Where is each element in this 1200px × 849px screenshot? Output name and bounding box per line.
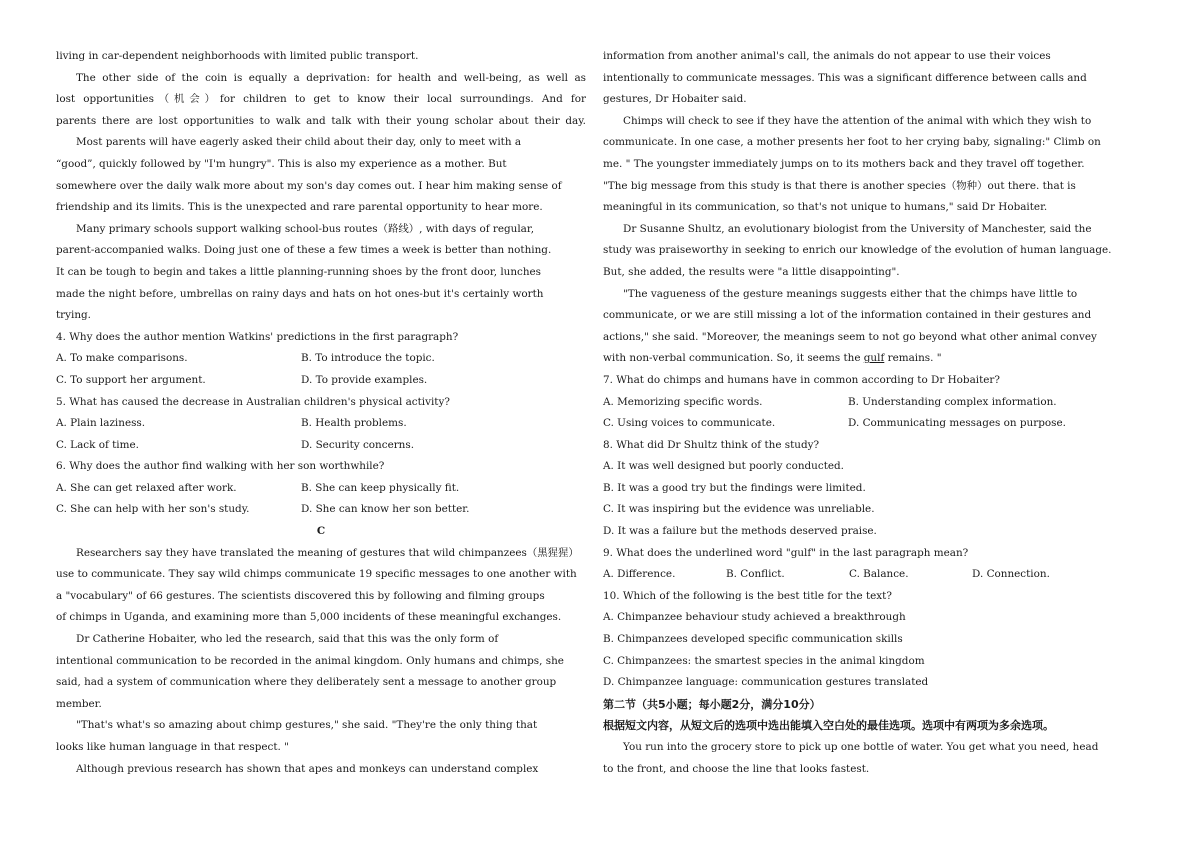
passage-c-line: But, she added, the results were "a little disappointing". [603, 265, 900, 278]
passage-b-line: “good”, quickly followed by "I'm hungry". This is also my experience as a mother. But [56, 157, 507, 170]
option-a: A. Difference. [603, 568, 676, 581]
passage-c-line [603, 348, 1125, 370]
section-2-instructions: 根据短文内容，从短文后的选项中选出能填入空白处的最佳选项。选项中有两项为多余选项。 [603, 719, 1054, 733]
option-a: A. Chimpanzee behaviour study achieved a breakthrough [603, 611, 906, 624]
passage-b-line: trying. [56, 309, 91, 322]
passage-b-line: Most parents will have eagerly asked their child about their day, only to meet with a [76, 136, 522, 149]
passage-c-line: Although previous research has shown that apes and monkeys can understand complex [76, 762, 539, 775]
passage-c-line: a "vocabulary" of 66 gestures. The scientists discovered this by following and filming groups [56, 589, 545, 602]
line-text: remains. " [884, 352, 942, 365]
option-c: C. It was inspiring but the evidence was unreliable. [603, 503, 875, 516]
question-9-options [603, 564, 1125, 586]
passage-c-line: Dr Susanne Shultz, an evolutionary biologist from the University of Manchester, said the [623, 222, 1092, 235]
passage-line: to the front, and choose the line that looks fastest. [603, 762, 870, 775]
question-8: 8. What did Dr Shultz think of the study? [603, 438, 820, 451]
option-c: C. Lack of time. [56, 438, 139, 451]
option-a: A. Plain laziness. [56, 417, 146, 430]
option-c: C. Using voices to communicate. [603, 417, 776, 430]
option-c: C. Chimpanzees: the smartest species in the animal kingdom [603, 654, 925, 667]
question-6: 6. Why does the author find walking with her son worthwhile? [56, 460, 385, 473]
passage-c-line: communicate, or we are still missing a lot of the information contained in their gestures and [603, 309, 1092, 322]
option-a: A. To make comparisons. [56, 352, 188, 365]
question-7: 7. What do chimps and humans have in common according to Dr Hobaiter? [603, 373, 1000, 386]
passage-b-line: made the night before, umbrellas on rainy days and hats on hot ones-but it's certainly worth [56, 287, 544, 300]
left-column [56, 46, 586, 780]
question-10: 10. Which of the following is the best title for the text? [603, 589, 892, 602]
passage-b-line: Many primary schools support walking school-bus routes（路线）, with days of regular, [76, 222, 535, 235]
passage-c-line: use to communicate. They say wild chimps communicate 19 specific messages to one another with [56, 568, 577, 581]
passage-c-line: "The vagueness of the gesture meanings suggests either that the chimps have little to [623, 287, 1078, 300]
question-4-options [56, 348, 586, 370]
option-b: B. Understanding complex information. [848, 395, 1057, 408]
passage-c-line: "That's what's so amazing about chimp gestures," she said. "They're the only thing that [76, 719, 538, 732]
passage-c-line: me. " The youngster immediately jumps on to its mothers back and they travel off together. [603, 157, 1085, 170]
question-5: 5. What has caused the decrease in Australian children's physical activity? [56, 395, 450, 408]
option-a: A. She can get relaxed after work. [56, 481, 237, 494]
passage-b-line: friendship and its limits. This is the unexpected and rare parental opportunity to hear more. [56, 201, 543, 214]
question-4: 4. Why does the author mention Watkins' predictions in the first paragraph? [56, 330, 459, 343]
passage-c-line: study was praiseworthy in seeking to enrich our knowledge of the evolution of human language. [603, 244, 1112, 257]
passage-c-line: meaningful in its communication, so that's not unique to humans," said Dr Hobaiter. [603, 201, 1048, 214]
option-a: A. It was well designed but poorly conducted. [603, 460, 844, 473]
option-d: D. It was a failure but the methods deserved praise. [603, 525, 877, 538]
question-9: 9. What does the underlined word "gulf" in the last paragraph mean? [603, 546, 969, 559]
option-b: B. Health problems. [301, 417, 407, 430]
passage-c-line: "The big message from this study is that there is another species（物种）out there. that is [603, 179, 1076, 192]
question-6-options [56, 478, 586, 500]
option-d: D. Chimpanzee language: communication gestures translated [603, 676, 929, 689]
passage-c-line: intentionally to communicate messages. This was a significant difference between calls and [603, 71, 1087, 84]
option-a: A. Memorizing specific words. [603, 395, 763, 408]
passage-c-line: gestures, Dr Hobaiter said. [603, 93, 747, 106]
passage-c-line: intentional communication to be recorded in the animal kingdom. Only humans and chimps, she [56, 654, 564, 667]
option-d: D. Connection. [972, 568, 1050, 581]
passage-b-line: living in car-dependent neighborhoods with limited public transport. [56, 50, 419, 62]
underlined-word-gulf: gulf [863, 352, 885, 365]
passage-c-line: looks like human language in that respect. " [56, 741, 289, 753]
option-c: C. To support her argument. [56, 373, 206, 386]
passage-b-line: The other side of the coin is equally a deprivation: for health and well-being, as well as [76, 71, 586, 84]
option-d: D. She can know her son better. [301, 503, 470, 516]
passage-c-line: said, had a system of communication where they deliberately sent a message to another group [56, 676, 557, 689]
option-b: B. Chimpanzees developed specific communication skills [603, 633, 903, 646]
option-b: B. To introduce the topic. [301, 352, 435, 365]
passage-b-line: lost opportunities（机会）for children to get to know their local surroundings. And for [56, 93, 586, 106]
option-b: B. It was a good try but the findings were limited. [603, 481, 866, 494]
passage-b-line: parents there are lost opportunities to walk and talk with their young scholar about their day. [56, 114, 586, 127]
question-4-options [56, 370, 586, 392]
question-6-options [56, 499, 586, 521]
passage-c-line: Dr Catherine Hobaiter, who led the research, said that this was the only form of [76, 633, 499, 646]
right-column [603, 46, 1125, 780]
option-d: D. To provide examples. [301, 373, 428, 386]
section-2-title: 第二节（共5小题；每小题2分，满分10分） [603, 697, 821, 711]
question-5-options [56, 413, 586, 435]
passage-c-line: Chimps will check to see if they have the attention of the animal with which they wish to [623, 114, 1092, 127]
passage-c-line: communicate. In one case, a mother presents her foot to her crying baby, signaling:" Climb on [603, 136, 1101, 149]
passage-c-line: information from another animal's call, the animals do not appear to use their voices [603, 50, 1051, 62]
section-c-heading: C [316, 525, 326, 538]
passage-c-line: of chimps in Uganda, and examining more than 5,000 incidents of these meaningful exchanges. [56, 611, 562, 624]
option-b: B. She can keep physically fit. [301, 481, 460, 494]
passage-b-line: somewhere over the daily walk more about my son's day comes out. I hear him making sense of [56, 179, 562, 192]
passage-c-line: member. [56, 697, 102, 710]
passage-c-line: Researchers say they have translated the meaning of gestures that wild chimpanzees（黑猩猩） [76, 546, 579, 559]
option-d: D. Security concerns. [301, 438, 415, 451]
option-b: B. Conflict. [726, 568, 785, 581]
option-c: C. Balance. [849, 568, 909, 581]
question-7-options [603, 392, 1125, 414]
line-text: with non-verbal communication. So, it seems the [603, 352, 864, 365]
question-7-options [603, 413, 1125, 435]
passage-c-line: actions," she said. "Moreover, the meanings seem to not go beyond what other animal convey [603, 330, 1097, 343]
passage-line: You run into the grocery store to pick up one bottle of water. You get what you need, head [623, 741, 1099, 753]
option-d: D. Communicating messages on purpose. [848, 417, 1066, 430]
passage-b-line: parent-accompanied walks. Doing just one of these a few times a week is better than nothing. [56, 244, 552, 257]
option-c: C. She can help with her son's study. [56, 503, 250, 516]
passage-b-line: It can be tough to begin and takes a little planning-running shoes by the front door, lunches [56, 265, 542, 278]
question-5-options [56, 435, 586, 457]
